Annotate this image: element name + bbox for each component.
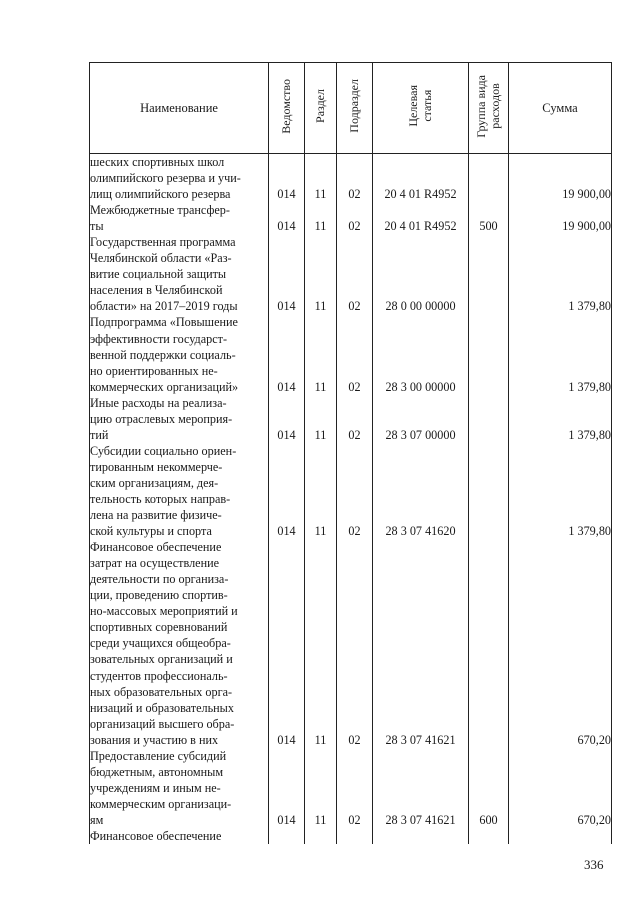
cell-summa: 1 379,80 xyxy=(509,314,612,394)
cell-razdel: 11 xyxy=(305,202,337,234)
cell-summa xyxy=(509,828,612,844)
cell-celevaya-statya xyxy=(373,828,469,844)
cell-podrazdel xyxy=(337,828,373,844)
table-row xyxy=(90,828,612,844)
cell-name: Государственная программа Челябинской области «Раз- витие социальной защиты населения в Челябинской области» на 2017–2019 годы xyxy=(90,234,269,314)
cell-vedomstvo: 014 xyxy=(269,154,305,203)
cell-name: Иные расходы на реализа- цию отраслевых мероприя- тий xyxy=(90,395,269,443)
cell-summa: 670,20 xyxy=(509,539,612,748)
cell-celevaya-statya: 28 3 00 00000 xyxy=(373,314,469,394)
cell-gruppa xyxy=(469,443,509,539)
cell-podrazdel: 02 xyxy=(337,395,373,443)
cell-podrazdel: 02 xyxy=(337,539,373,748)
cell-podrazdel: 02 xyxy=(337,748,373,828)
cell-podrazdel: 02 xyxy=(337,202,373,234)
budget-table xyxy=(89,62,612,844)
cell-celevaya-statya: 20 4 01 R4952 xyxy=(373,202,469,234)
table-row xyxy=(90,314,612,394)
cell-podrazdel: 02 xyxy=(337,314,373,394)
header-gruppa-vida-rashodov: Группа вида расходов xyxy=(469,63,509,154)
cell-gruppa xyxy=(469,539,509,748)
cell-vedomstvo: 014 xyxy=(269,539,305,748)
cell-summa: 670,20 xyxy=(509,748,612,828)
cell-podrazdel: 02 xyxy=(337,443,373,539)
header-name: Наименование xyxy=(90,63,269,154)
cell-razdel: 11 xyxy=(305,234,337,314)
header-vedomstvo: Ведомство xyxy=(269,63,305,154)
cell-gruppa: 500 xyxy=(469,202,509,234)
cell-podrazdel: 02 xyxy=(337,234,373,314)
cell-razdel: 11 xyxy=(305,748,337,828)
table-row xyxy=(90,154,612,203)
header-razdel: Раздел xyxy=(305,63,337,154)
table-row xyxy=(90,443,612,539)
cell-name: Подпрограмма «Повышение эффективности государст- венной поддержки социаль- но ориентированных не- коммерческих организаций» xyxy=(90,314,269,394)
table-row xyxy=(90,748,612,828)
cell-gruppa xyxy=(469,828,509,844)
cell-celevaya-statya: 28 3 07 41621 xyxy=(373,748,469,828)
cell-vedomstvo: 014 xyxy=(269,234,305,314)
cell-name: Межбюджетные трансфер- ты xyxy=(90,202,269,234)
cell-name: Предоставление субсидий бюджетным, автономным учреждениям и иным не- коммерческим организаци- ям xyxy=(90,748,269,828)
cell-gruppa xyxy=(469,395,509,443)
page-number: 336 xyxy=(584,857,604,872)
cell-celevaya-statya: 28 3 07 41620 xyxy=(373,443,469,539)
cell-summa: 1 379,80 xyxy=(509,395,612,443)
cell-summa: 1 379,80 xyxy=(509,443,612,539)
cell-name: Финансовое обеспечение xyxy=(90,828,269,844)
table-header-row xyxy=(90,63,612,154)
cell-vedomstvo: 014 xyxy=(269,395,305,443)
cell-celevaya-statya: 28 3 07 41621 xyxy=(373,539,469,748)
table-row xyxy=(90,539,612,748)
cell-razdel xyxy=(305,828,337,844)
cell-name: Субсидии социально ориен- тированным некоммерче- ским организациям, дея- тельность которых направ- лена на развитие физиче- ской культуры и спорта xyxy=(90,443,269,539)
cell-celevaya-statya: 28 0 00 00000 xyxy=(373,234,469,314)
header-summa: Сумма xyxy=(509,63,612,154)
cell-summa: 19 900,00 xyxy=(509,154,612,203)
cell-vedomstvo: 014 xyxy=(269,443,305,539)
cell-razdel: 11 xyxy=(305,154,337,203)
cell-podrazdel: 02 xyxy=(337,154,373,203)
cell-razdel: 11 xyxy=(305,443,337,539)
header-podrazdel: Подраздел xyxy=(337,63,373,154)
cell-name: шеских спортивных школ олимпийского резерва и учи- лищ олимпийского резерва xyxy=(90,154,269,203)
cell-summa: 1 379,80 xyxy=(509,234,612,314)
cell-gruppa xyxy=(469,154,509,203)
cell-gruppa xyxy=(469,234,509,314)
cell-razdel: 11 xyxy=(305,395,337,443)
cell-name: Финансовое обеспечение затрат на осуществление деятельности по организа- ции, проведению спортив- но-массовых мероприятий и спортивных соревнований среди учащихся общеобра- зовательных организаций и студентов профессиональ- ных образовательных орга- низаций и образовательных организаций высшего обра- зования и участию в них xyxy=(90,539,269,748)
cell-celevaya-statya: 20 4 01 R4952 xyxy=(373,154,469,203)
table-row xyxy=(90,234,612,314)
table-row xyxy=(90,395,612,443)
cell-celevaya-statya: 28 3 07 00000 xyxy=(373,395,469,443)
cell-gruppa: 600 xyxy=(469,748,509,828)
header-celevaya-statya: Целевая статья xyxy=(373,63,469,154)
cell-razdel: 11 xyxy=(305,539,337,748)
cell-vedomstvo: 014 xyxy=(269,314,305,394)
cell-vedomstvo: 014 xyxy=(269,202,305,234)
cell-razdel: 11 xyxy=(305,314,337,394)
cell-gruppa xyxy=(469,314,509,394)
cell-vedomstvo xyxy=(269,828,305,844)
cell-summa: 19 900,00 xyxy=(509,202,612,234)
table-row xyxy=(90,202,612,234)
cell-vedomstvo: 014 xyxy=(269,748,305,828)
